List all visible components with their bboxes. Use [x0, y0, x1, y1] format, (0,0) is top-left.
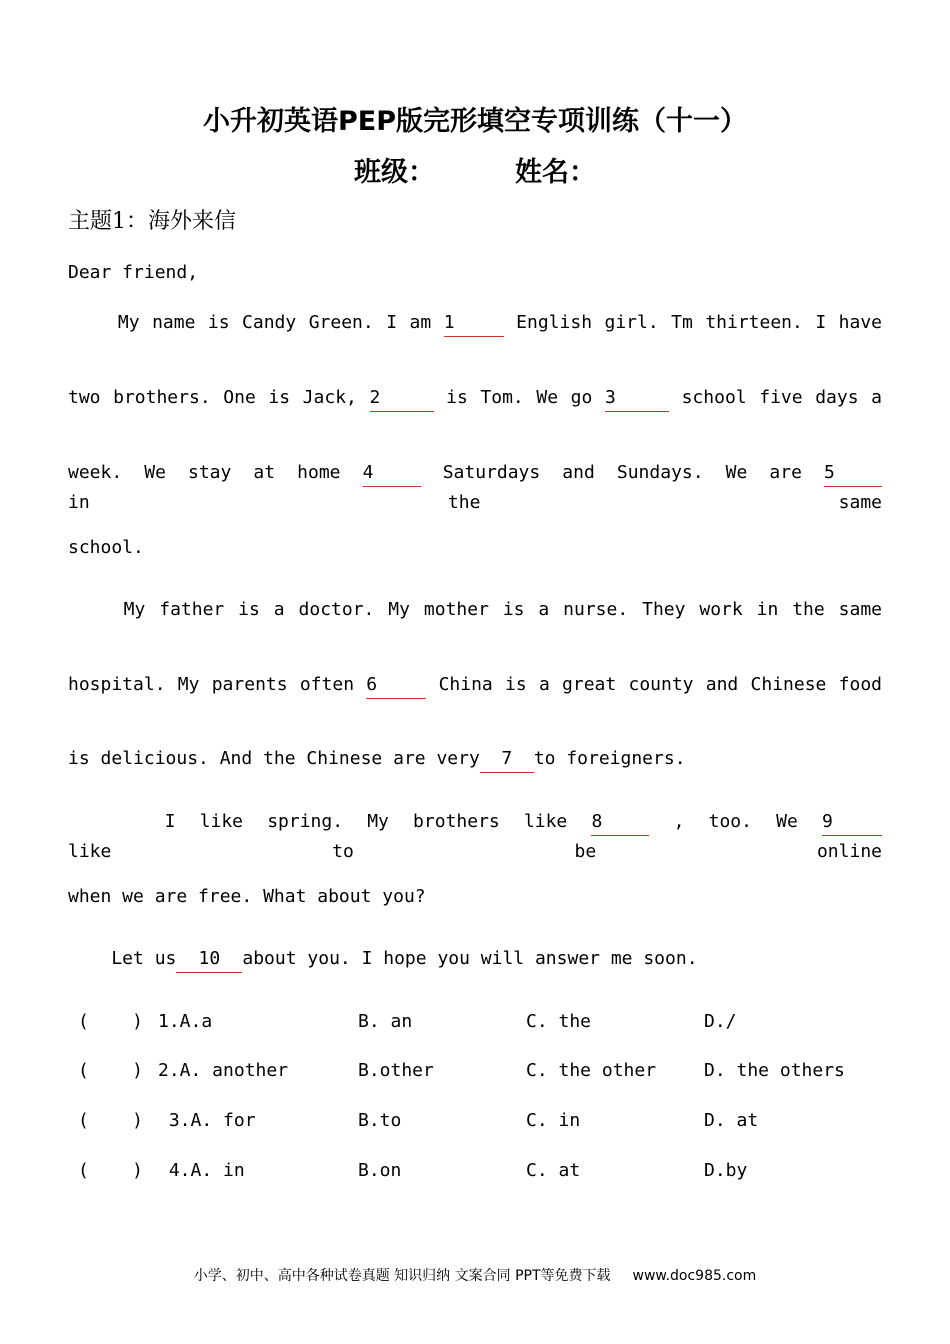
passage-text: about you. I hope you will answer me soon. — [242, 948, 698, 969]
passage-text: English girl. Tm thirteen. I have — [516, 312, 882, 333]
blank-2: 2 — [370, 385, 434, 412]
option-a: 4.A. in — [158, 1160, 245, 1181]
blank-8: 8 — [591, 809, 649, 836]
blank-3: 3 — [605, 385, 669, 412]
passage-line — [68, 670, 882, 700]
passage-text: My name is Candy Green. I am — [68, 312, 432, 333]
passage-text: Let us — [68, 948, 177, 969]
option-c: C. at — [526, 1160, 581, 1181]
footer-url[interactable]: www.doc985.com — [632, 1268, 757, 1284]
page-title: 小升初英语PEP版完形填空专项训练（十一） — [202, 106, 748, 137]
passage-text: is delicious. And the Chinese are very — [68, 748, 480, 769]
student-info — [0, 153, 950, 193]
passage-text: My father is a doctor. My mother is a nurse. They work in the same — [68, 599, 882, 620]
option-b: B.to — [358, 1110, 402, 1131]
passage-text: , too. We — [673, 811, 798, 832]
answer-paren: ( ) — [78, 1060, 144, 1081]
greeting: Dear friend, — [68, 262, 199, 283]
blank-7: 7 — [480, 746, 534, 773]
passage-text: week. We stay at home — [68, 462, 341, 483]
passage-line — [68, 595, 882, 625]
name-label: 姓名： — [515, 157, 596, 188]
passage-line — [68, 458, 882, 513]
blank-10: 10 — [176, 946, 242, 973]
answer-paren: ( ) — [78, 1110, 144, 1131]
option-a: 3.A. for — [158, 1110, 256, 1131]
passage-text: two brothers. One is Jack, — [68, 387, 357, 408]
blank-9: 9 — [822, 809, 882, 836]
option-d: D. the others — [704, 1060, 845, 1081]
topic-heading: 主题1：海外来信 — [68, 209, 236, 234]
option-c: C. the — [526, 1011, 592, 1032]
option-a: 2.A. another — [158, 1060, 289, 1081]
blank-4: 4 — [363, 460, 421, 487]
passage-line: school. — [68, 537, 144, 558]
class-label: 班级： — [354, 157, 435, 188]
blank-5: 5 — [824, 460, 882, 487]
option-c: C. in — [526, 1110, 581, 1131]
option-b: B.other — [358, 1060, 434, 1081]
option-b: B.on — [358, 1160, 402, 1181]
footer-text: 小学、初中、高中各种试卷真题 知识归纳 文案合同 PPT等免费下载 — [193, 1268, 611, 1284]
passage-line — [68, 807, 882, 862]
passage-text: hospital. My parents often — [68, 674, 355, 695]
passage-text: school five days a — [681, 387, 882, 408]
passage-text: in the same — [68, 492, 882, 513]
passage-line: when we are free. What about you? — [68, 886, 426, 907]
answer-paren: ( ) — [78, 1160, 144, 1181]
answer-paren: ( ) — [78, 1011, 144, 1032]
option-a: 1.A.a — [158, 1011, 213, 1032]
passage-text: I like spring. My brothers like — [68, 811, 568, 832]
option-d: D./ — [704, 1011, 737, 1032]
passage-text: to foreigners. — [533, 748, 686, 769]
passage-text: like to be online — [68, 841, 882, 862]
passage-line — [68, 383, 882, 413]
option-b: B. an — [358, 1011, 413, 1032]
option-d: D.by — [704, 1160, 748, 1181]
option-d: D. at — [704, 1110, 759, 1131]
passage-text: China is a great county and Chinese food — [438, 674, 882, 695]
page-footer — [0, 1264, 950, 1288]
blank-1: 1 — [444, 310, 504, 337]
passage-line — [68, 744, 882, 774]
blank-6: 6 — [366, 672, 426, 699]
passage-text: Saturdays and Sundays. We are — [442, 462, 802, 483]
passage-text: is Tom. We go — [446, 387, 593, 408]
passage-line — [68, 308, 882, 338]
option-c: C. the other — [526, 1060, 657, 1081]
passage-line — [68, 944, 882, 974]
